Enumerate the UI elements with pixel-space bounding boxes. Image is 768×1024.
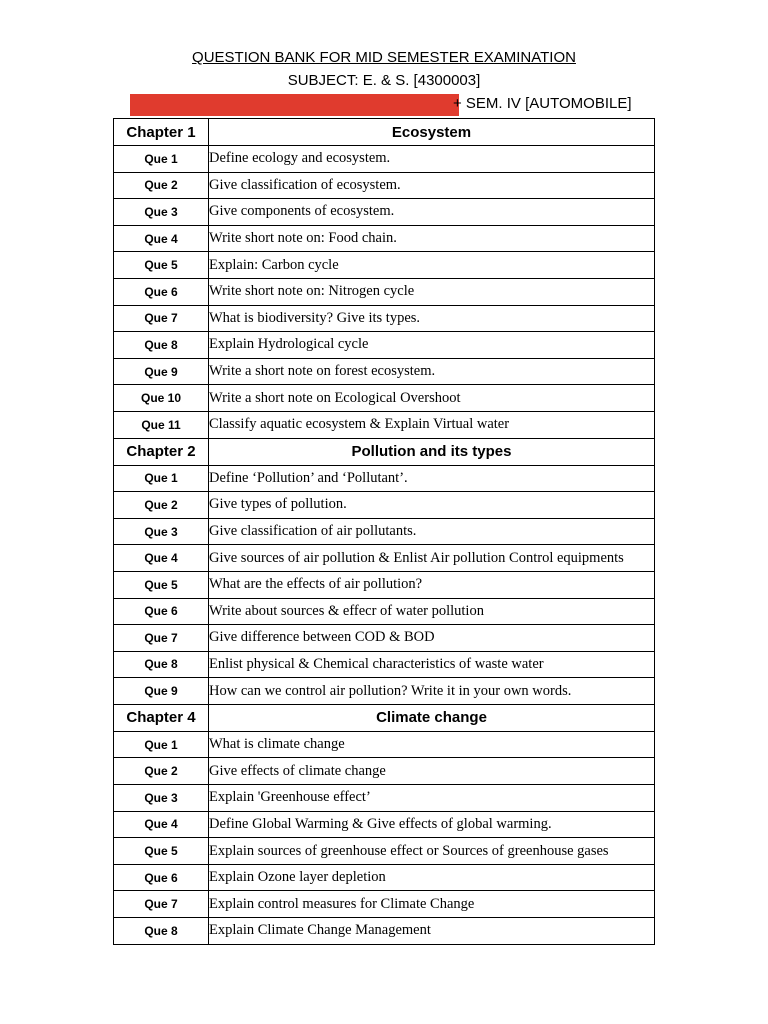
question-number: Que 8 [114,332,209,359]
question-text: Give sources of air pollution & Enlist Air pollution Control equipments [209,545,655,572]
question-number: Que 1 [114,465,209,492]
question-row [114,305,655,332]
question-row [114,598,655,625]
question-number: Que 8 [114,651,209,678]
question-row [114,918,655,945]
document-header [0,46,768,115]
chapter-header-row [114,119,655,146]
question-text: Explain 'Greenhouse effect’ [209,785,655,812]
question-row [114,146,655,173]
question-row [114,625,655,652]
chapter-title: Ecosystem [209,119,655,146]
question-row [114,411,655,438]
question-number: Que 4 [114,545,209,572]
question-row [114,278,655,305]
question-number: Que 4 [114,225,209,252]
question-text: Give components of ecosystem. [209,199,655,226]
question-text: Write a short note on forest ecosystem. [209,358,655,385]
question-row [114,465,655,492]
question-text: Give difference between COD & BOD [209,625,655,652]
question-text: Give types of pollution. [209,492,655,519]
question-row [114,252,655,279]
question-row [114,758,655,785]
question-row [114,545,655,572]
subject-line: SUBJECT: E. & S. [4300003] [287,72,481,89]
question-row [114,358,655,385]
question-text: What is climate change [209,731,655,758]
semester-line [0,92,768,115]
document-title: QUESTION BANK FOR MID SEMESTER EXAMINATION [192,49,576,66]
question-row [114,651,655,678]
chapter-header-row [114,704,655,731]
question-number: Que 4 [114,811,209,838]
question-row [114,678,655,705]
question-row [114,891,655,918]
question-number: Que 5 [114,838,209,865]
question-number: Que 3 [114,785,209,812]
question-number: Que 6 [114,278,209,305]
question-text: Give classification of ecosystem. [209,172,655,199]
question-text: What is biodiversity? Give its types. [209,305,655,332]
question-number: Que 9 [114,678,209,705]
question-number: Que 2 [114,172,209,199]
chapter-title: Climate change [209,704,655,731]
question-row [114,864,655,891]
question-number: Que 5 [114,252,209,279]
question-text: Write about sources & effecr of water pollution [209,598,655,625]
question-row [114,785,655,812]
chapter-label: Chapter 1 [114,119,209,146]
question-row [114,838,655,865]
question-number: Que 8 [114,918,209,945]
question-text: Write a short note on Ecological Overshoot [209,385,655,412]
question-text: Enlist physical & Chemical characteristics of waste water [209,651,655,678]
question-row [114,225,655,252]
chapter-title: Pollution and its types [209,438,655,465]
question-text: Write short note on: Food chain. [209,225,655,252]
redaction-bar [130,94,459,116]
question-number: Que 6 [114,864,209,891]
question-number: Que 10 [114,385,209,412]
question-text: Define ‘Pollution’ and ‘Pollutant’. [209,465,655,492]
question-number: Que 3 [114,199,209,226]
question-number: Que 3 [114,518,209,545]
question-text: Give effects of climate change [209,758,655,785]
question-text: Classify aquatic ecosystem & Explain Virtual water [209,411,655,438]
question-number: Que 2 [114,758,209,785]
question-text: What are the effects of air pollution? [209,571,655,598]
question-number: Que 1 [114,731,209,758]
question-text: Define Global Warming & Give effects of global warming. [209,811,655,838]
question-text: Explain: Carbon cycle [209,252,655,279]
question-text: Explain sources of greenhouse effect or Sources of greenhouse gases [209,838,655,865]
question-text: Define ecology and ecosystem. [209,146,655,173]
question-text: How can we control air pollution? Write it in your own words. [209,678,655,705]
question-number: Que 11 [114,411,209,438]
question-number: Que 2 [114,492,209,519]
question-text: Explain Hydrological cycle [209,332,655,359]
question-number: Que 7 [114,625,209,652]
chapter-label: Chapter 2 [114,438,209,465]
question-row [114,172,655,199]
question-text: Give classification of air pollutants. [209,518,655,545]
question-row [114,492,655,519]
question-row [114,385,655,412]
question-text: Explain control measures for Climate Change [209,891,655,918]
question-number: Que 9 [114,358,209,385]
question-row [114,332,655,359]
question-row [114,731,655,758]
question-text: Explain Ozone layer depletion [209,864,655,891]
question-number: Que 7 [114,891,209,918]
chapter-label: Chapter 4 [114,704,209,731]
question-text: Write short note on: Nitrogen cycle [209,278,655,305]
question-text: Explain Climate Change Management [209,918,655,945]
question-number: Que 7 [114,305,209,332]
question-table [113,118,655,945]
question-row [114,518,655,545]
semester-text: + SEM. IV [AUTOMOBILE] [453,95,632,112]
question-row [114,199,655,226]
question-number: Que 5 [114,571,209,598]
chapter-header-row [114,438,655,465]
question-row [114,571,655,598]
question-row [114,811,655,838]
question-number: Que 6 [114,598,209,625]
question-number: Que 1 [114,146,209,173]
